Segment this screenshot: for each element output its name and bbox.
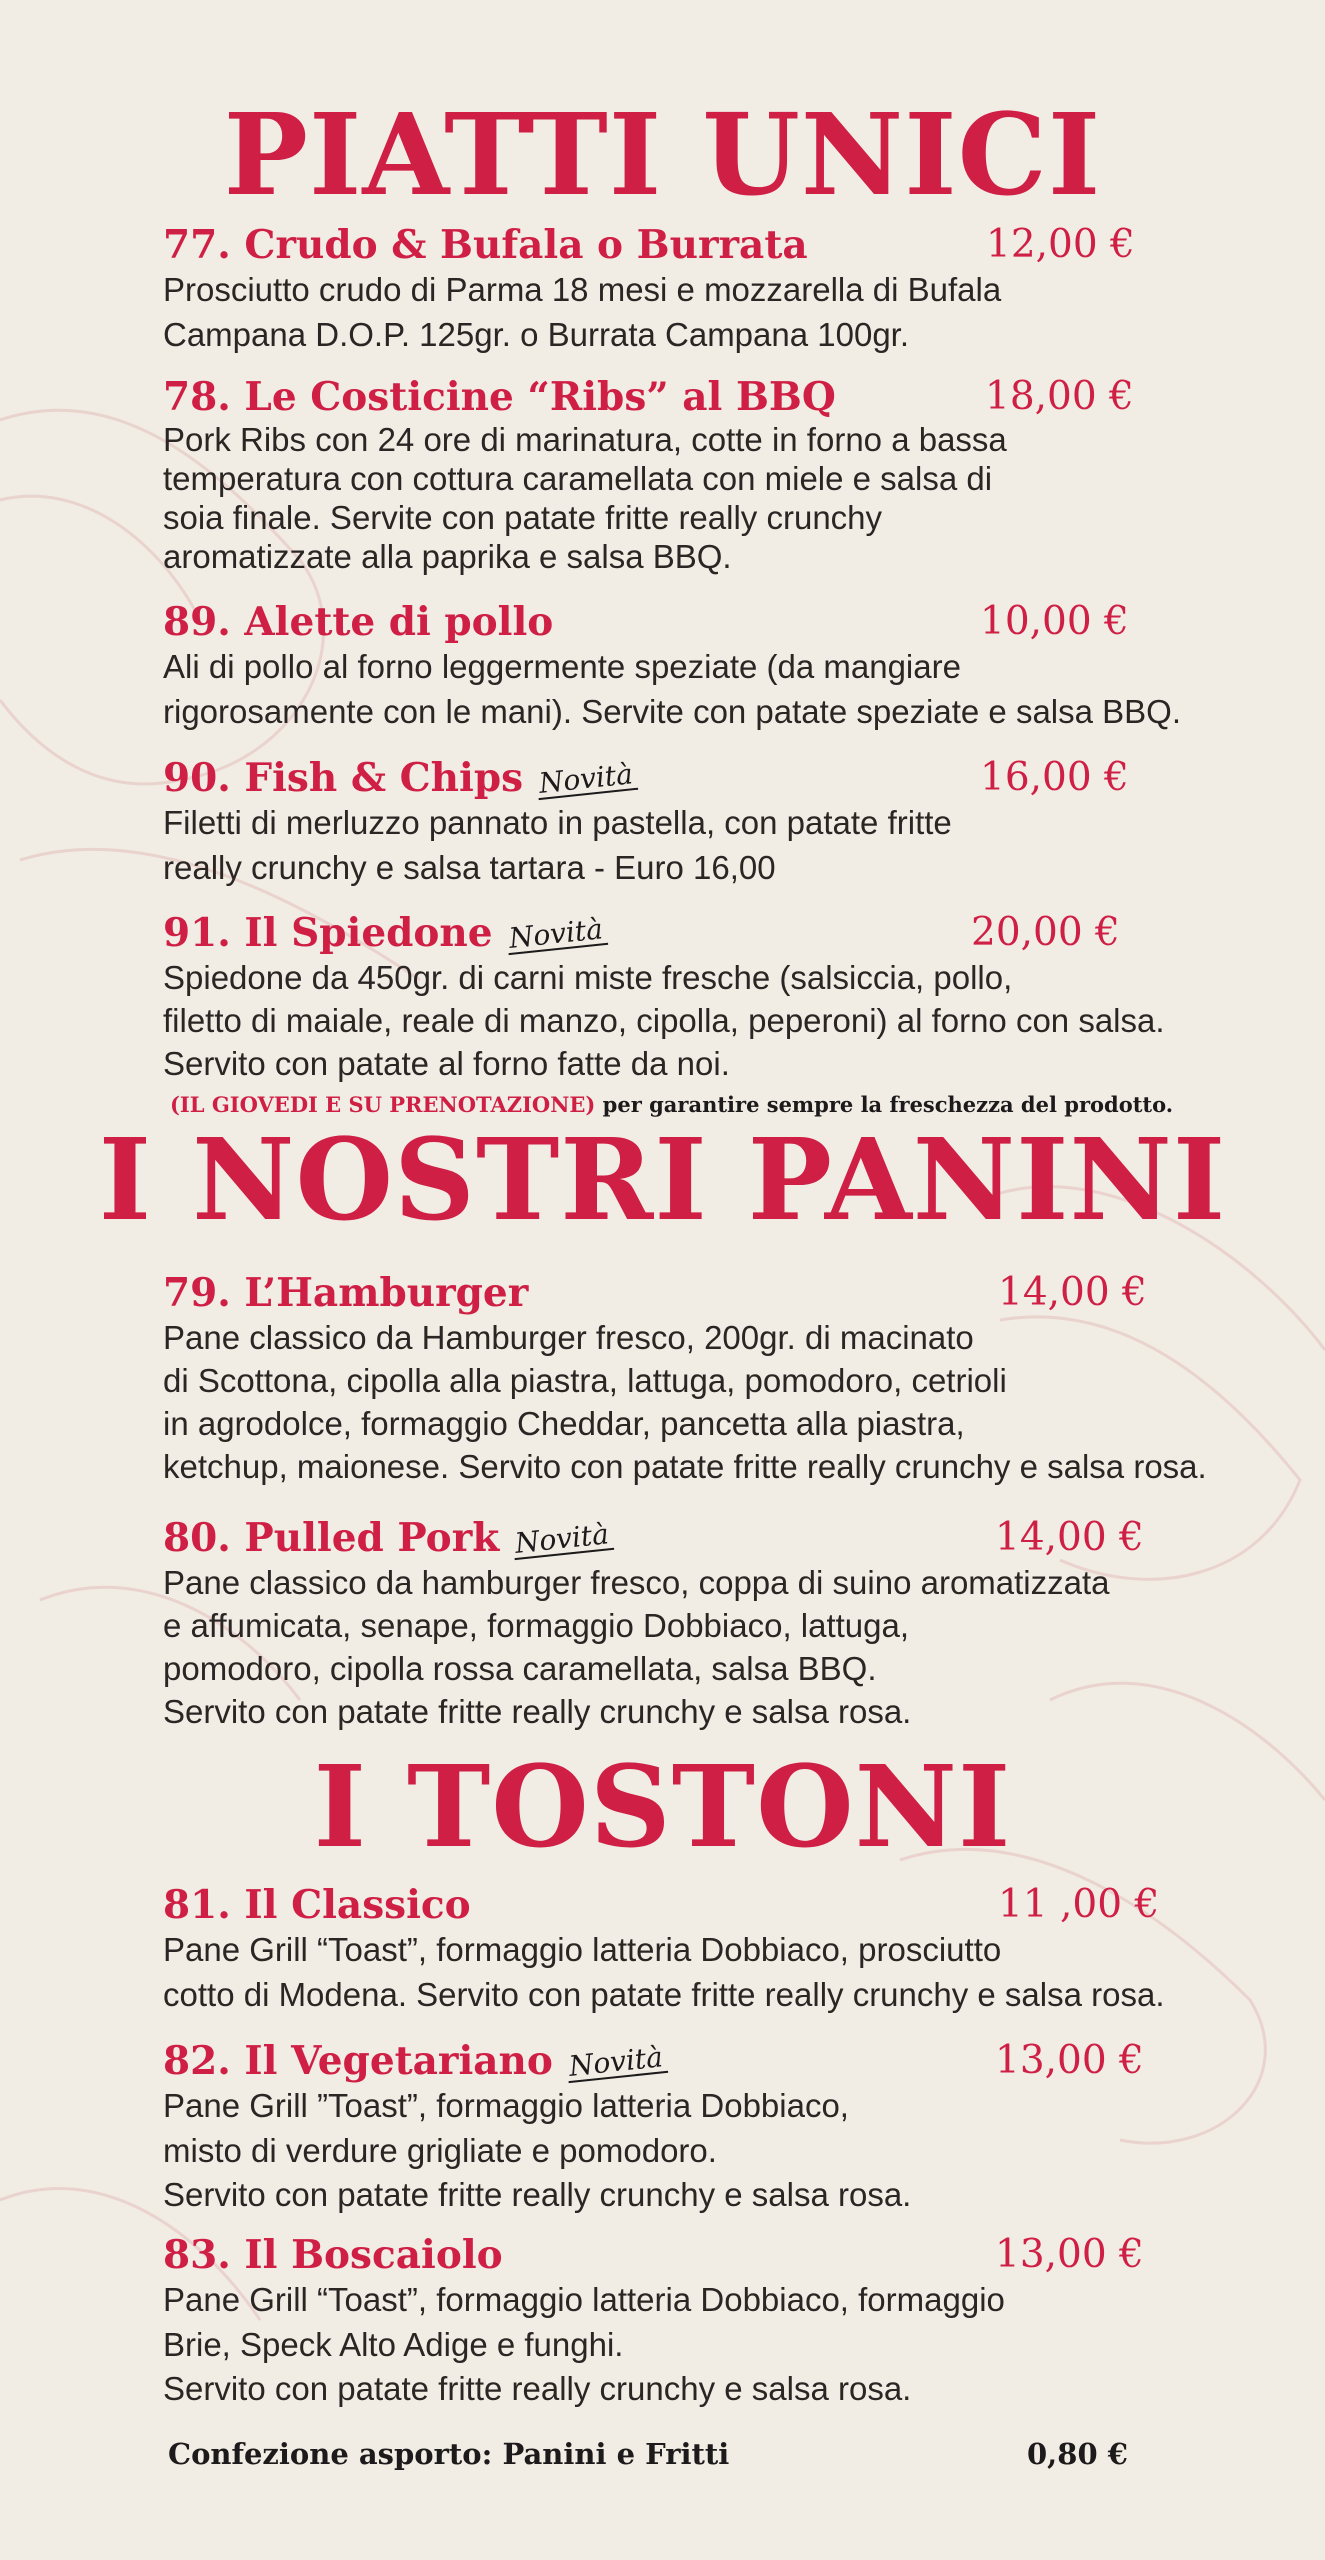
item-price: 12,00 € (986, 222, 1135, 267)
item-price: 13,00 € (995, 2232, 1144, 2277)
novita-badge: Novità (512, 1522, 614, 1560)
menu-item-91 (163, 908, 1193, 1085)
novita-badge: Novità (536, 762, 638, 800)
item-price: 16,00 € (980, 755, 1129, 800)
item-price: 11 ,00 € (998, 1882, 1160, 1927)
item-price: 13,00 € (995, 2038, 1144, 2083)
item-name: 82. Il Vegetariano Novità (163, 2036, 667, 2086)
item-description: Pane Grill “Toast”, formaggio latteria Dobbiaco, prosciutto cotto di Modena. Servito con patate fritte really crunchy e salsa rosa. (163, 1931, 1165, 2013)
item-price: 14,00 € (995, 1515, 1144, 1560)
menu-item-78 (163, 372, 1193, 576)
item-price: 10,00 € (980, 599, 1129, 644)
section-title-i-nostri-panini: I NOSTRI PANINI (98, 1115, 1227, 1246)
item-description: Pane classico da hamburger fresco, coppa di suino aromatizzata e affumicata, senape, formaggio Dobbiaco, lattuga, pomodoro, cipolla rossa caramellata, salsa BBQ. Servito con patate fritte really crunchy e salsa rosa. (163, 1564, 1110, 1730)
menu-item-77 (163, 220, 1193, 357)
item-price: 18,00 € (985, 374, 1134, 419)
menu-item-79 (163, 1268, 1207, 1488)
menu-item-90 (163, 753, 1193, 890)
item-name: 77. Crudo & Bufala o Burrata (163, 222, 808, 268)
item-description: Pork Ribs con 24 ore di marinatura, cotte in forno a bassa temperatura con cottura caramellata con miele e salsa di soia finale. Servite con patate fritte really crunchy aromatizzate alla paprika e salsa BBQ. (163, 421, 1007, 575)
menu-item-83 (163, 2230, 1193, 2412)
takeaway-packaging-price: 0,80 € (1027, 2437, 1128, 2471)
section-title-i-tostoni: I TOSTONI (313, 1742, 1012, 1873)
item-description: Pane Grill ”Toast”, formaggio latteria Dobbiaco, misto di verdure grigliate e pomodoro. Servito con patate fritte really crunchy e salsa rosa. (163, 2087, 912, 2213)
menu-item-89 (163, 597, 1193, 734)
item-price: 14,00 € (998, 1270, 1147, 1315)
menu-item-82 (163, 2036, 1193, 2218)
item-description: Prosciutto crudo di Parma 18 mesi e mozzarella di Bufala Campana D.O.P. 125gr. o Burrata Campana 100gr. (163, 271, 1002, 353)
menu-item-81 (163, 1880, 1193, 2017)
item-description: Filetti di merluzzo pannato in pastella, con patate fritte really crunchy e salsa tartara - Euro 16,00 (163, 804, 952, 886)
section-title-piatti-unici: PIATTI UNICI (223, 90, 1102, 221)
item-description: Ali di pollo al forno leggermente speziate (da mangiare rigorosamente con le mani). Servite con patate speziate e salsa BBQ. (163, 648, 1182, 730)
item-name: 90. Fish & Chips Novità (163, 753, 637, 803)
item-name: 83. Il Boscaiolo (163, 2232, 503, 2278)
item-name: 80. Pulled Pork Novità (163, 1513, 613, 1563)
item-description: Pane classico da Hamburger fresco, 200gr. di macinato di Scottona, cipolla alla piastra, lattuga, pomodoro, cetrioli in agrodolce, formaggio Cheddar, pancetta alla piastra, ketchup, maionese. Servito con patate fritte really crunchy e salsa rosa. (163, 1319, 1207, 1485)
item-description: Pane Grill “Toast”, formaggio latteria Dobbiaco, formaggio Brie, Speck Alto Adige e funghi. Servito con patate fritte really crunchy e salsa rosa. (163, 2281, 1005, 2407)
item-name: 78. Le Costicine “Ribs” al BBQ (163, 374, 836, 420)
novita-badge: Novità (505, 917, 607, 955)
item-name: 89. Alette di pollo (163, 599, 554, 645)
menu-item-80 (163, 1513, 1193, 1733)
reservation-note: (IL GIOVEDI E SU PRENOTAZIONE) per garantire sempre la freschezza del prodotto. (170, 1092, 1174, 1117)
novita-badge: Novità (566, 2045, 668, 2083)
takeaway-packaging-label: Confezione asporto: Panini e Fritti (168, 2437, 730, 2471)
item-description: Spiedone da 450gr. di carni miste fresche (salsiccia, pollo, filetto di maiale, reale di manzo, cipolla, peperoni) al forno con salsa. Servito con patate al forno fatte da noi. (163, 959, 1165, 1082)
item-name: 91. Il Spiedone Novità (163, 908, 607, 958)
item-price: 20,00 € (971, 910, 1120, 955)
item-name: 81. Il Classico (163, 1882, 471, 1928)
item-name: 79. L’Hamburger (163, 1270, 529, 1316)
